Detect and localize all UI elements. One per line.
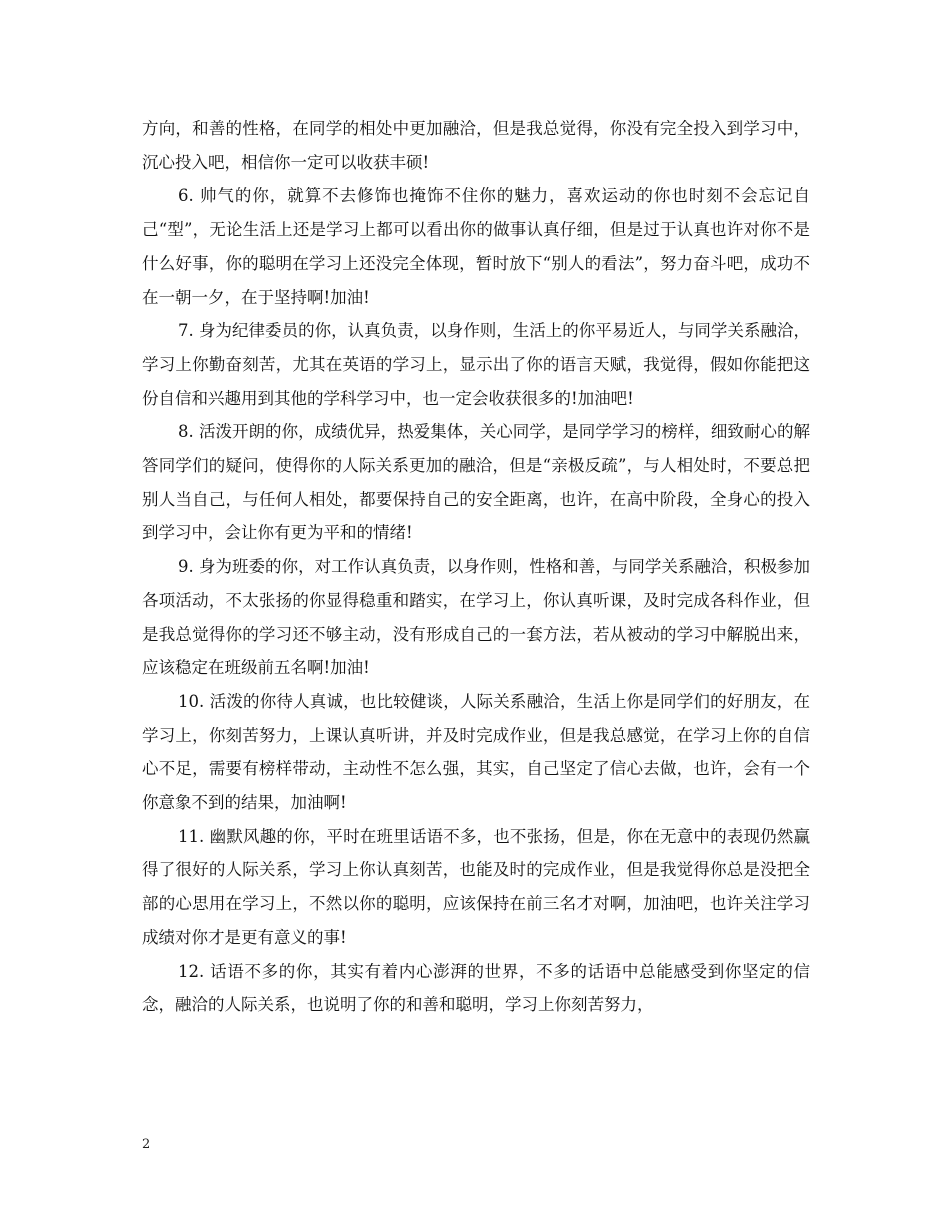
paragraph-comment-7: 7. 身为纪律委员的你，认真负责，以身作则，生活上的你平易近人，与同学关系融洽，学习上你勤奋刻苦，尤其在英语的学习上，显示出了你的语言天赋，我觉得，假如你能把这份自信和兴趣用到其他的学科学习中，也一定会收获很多的!加油吧! [142,321,810,408]
paragraph-comment-6: 6. 帅气的你，就算不去修饰也掩饰不住你的魅力，喜欢运动的你也时刻不会忘记自己“型”，无论生活上还是学习上都可以看出你的做事认真仔细，但是过于认真也许对你不是什么好事，你的聪明在学习上还没完全体现，暂时放下“别人的看法”，努力奋斗吧，成功不在一朝一夕，在于坚持啊!加油! [142,186,810,307]
paragraph-comment-12: 12. 话语不多的你，其实有着内心澎湃的世界，不多的话语中总能感受到你坚定的信念，融洽的人际关系，也说明了你的和善和聪明，学习上你刻苦努力， [142,961,810,1015]
paragraph-comment-11: 11. 幽默风趣的你，平时在班里话语不多，也不张扬，但是，你在无意中的表现仍然赢得了很好的人际关系，学习上你认真刻苦，也能及时的完成作业，但是我觉得你总是没把全部的心思用在学习上，不然以你的聪明，应该保持在前三名才对啊，加油吧，也许关注学习成绩对你才是更有意义的事! [142,826,810,947]
paragraph-continuation: 方向，和善的性格，在同学的相处中更加融洽，但是我总觉得，你没有完全投入到学习中，沉心投入吧，相信你一定可以收获丰硕! [142,119,810,172]
document-body [142,112,810,1022]
paragraph-comment-8: 8. 活泼开朗的你，成绩优异，热爱集体，关心同学，是同学学习的榜样，细致耐心的解答同学们的疑问，使得你的人际关系更加的融洽，但是“亲极反疏”，与人相处时，不要总把别人当自己，与任何人相处，都要保持自己的安全距离，也许，在高中阶段，全身心的投入到学习中，会让你有更为平和的情绪! [142,422,810,543]
page-number: 2 [142,1137,151,1152]
paragraph-comment-9: 9. 身为班委的你，对工作认真负责，以身作则，性格和善，与同学关系融洽，积极参加各项活动，不太张扬的你显得稳重和踏实，在学习上，你认真听课，及时完成各科作业，但是我总觉得你的学习还不够主动，没有形成自己的一套方法，若从被动的学习中解脱出来，应该稳定在班级前五名啊!加油! [142,557,810,678]
paragraph-comment-10: 10. 活泼的你待人真诚，也比较健谈，人际关系融洽，生活上你是同学们的好朋友，在学习上，你刻苦努力，上课认真听讲，并及时完成作业，但是我总感觉，在学习上你的自信心不足，需要有榜样带动，主动性不怎么强，其实，自己坚定了信心去做，也许，会有一个你意象不到的结果，加油啊! [142,691,810,813]
